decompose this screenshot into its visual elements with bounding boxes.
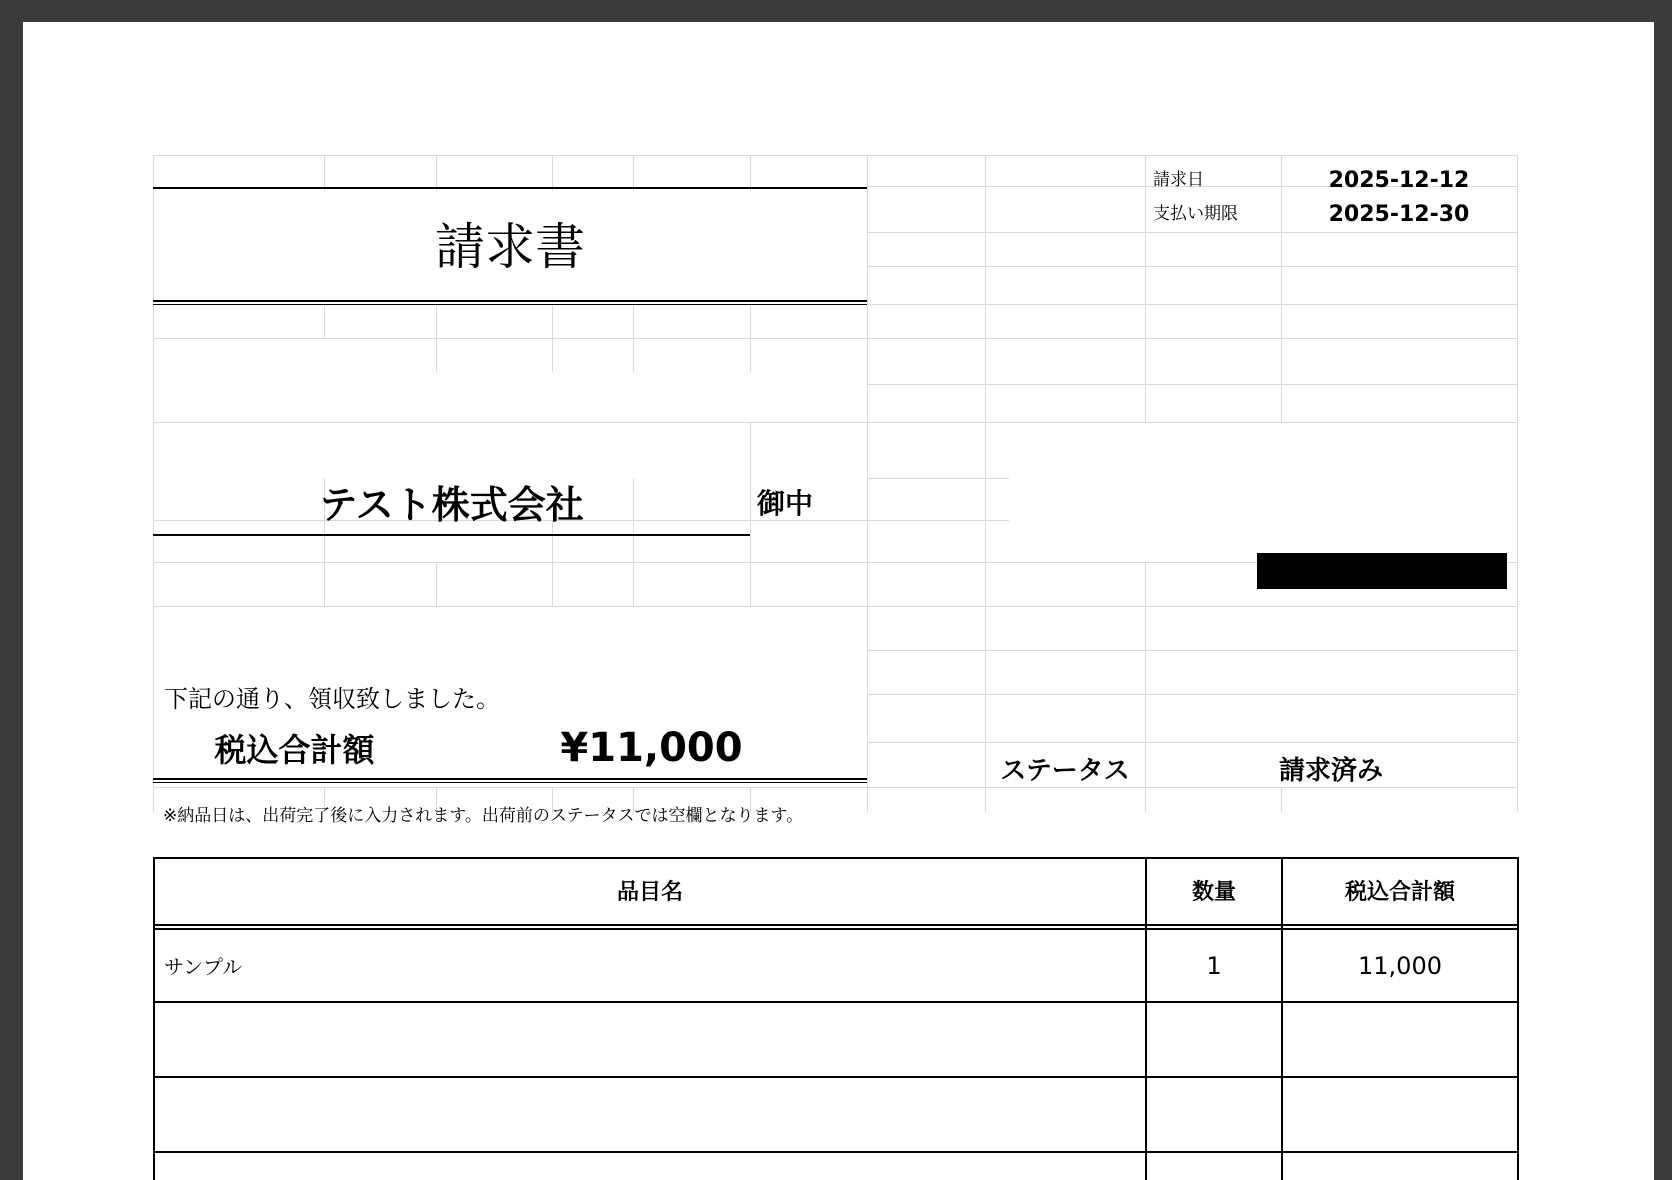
redacted-block (1257, 553, 1507, 589)
due-date-value: 2025-12-30 (1328, 202, 1470, 227)
status-value: 請求済み (1278, 756, 1383, 786)
cell-item-name: サンプル (164, 955, 243, 979)
total-amount: ¥11,000 (560, 725, 743, 771)
due-date-label: 支払い期限 (1153, 204, 1238, 224)
invoice-date-label: 請求日 (1153, 170, 1204, 190)
receipt-text: 下記の通り、領収致しました。 (164, 685, 500, 713)
header-quantity: 数量 (1191, 880, 1236, 905)
status-label: ステータス (1000, 756, 1130, 786)
cell-total: 11,000 (1358, 952, 1442, 980)
cell-quantity: 1 (1206, 952, 1222, 980)
invoice-sheet (23, 22, 1654, 1180)
customer-honorific: 御中 (757, 487, 814, 520)
total-label: 税込合計額 (214, 731, 375, 769)
delivery-note: ※納品日は、出荷完了後に入力されます。出荷前のステータスでは空欄となります。 (163, 806, 804, 826)
document-page (23, 22, 1654, 1180)
header-item-name: 品目名 (616, 880, 683, 905)
invoice-date-value: 2025-12-12 (1328, 168, 1470, 193)
viewer-toolbar (0, 0, 1672, 22)
header-total: 税込合計額 (1344, 880, 1455, 905)
customer-name: テスト株式会社 (319, 483, 584, 527)
invoice-title: 請求書 (435, 218, 585, 276)
